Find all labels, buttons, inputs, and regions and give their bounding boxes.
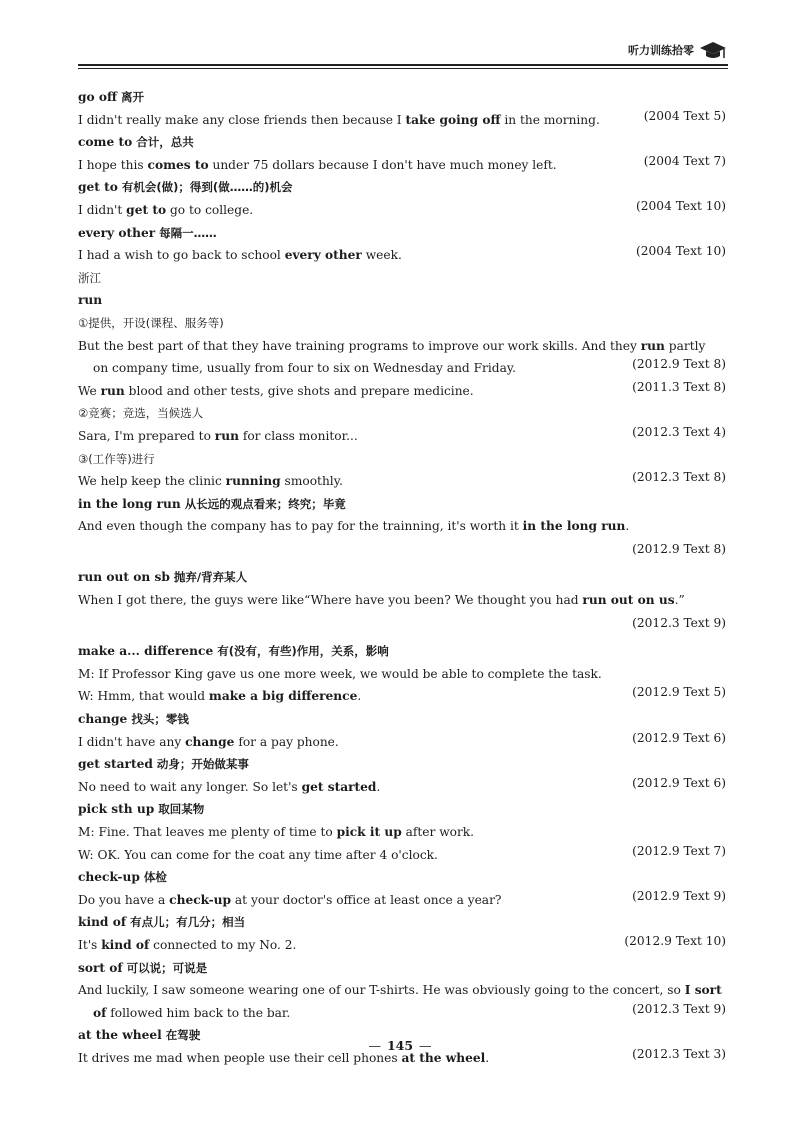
example-sentence: I didn't really make any close friends then because I take going off in the morning. (2004 Text 5) — [78, 109, 728, 132]
source-citation: (2012.3 Text 4) — [632, 424, 726, 439]
term-heading: make a... difference 有(没有，有些)作用，关系，影响 — [78, 644, 389, 659]
example-sentence: We run blood and other tests, give shots and prepare medicine. (2011.3 Text 8) — [78, 380, 728, 403]
term-heading: come to 合计，总共 — [78, 135, 194, 150]
citation-line — [78, 538, 728, 561]
source-citation: (2004 Text 7) — [643, 153, 726, 168]
source-citation: (2012.3 Text 9) — [632, 615, 726, 630]
footer-dash: — — [368, 1038, 381, 1053]
source-citation: (2012.3 Text 8) — [632, 470, 726, 485]
sense-heading: ①提供，开设(课程、服务等) — [78, 315, 224, 330]
dialogue-line: W: OK. You can come for the coat any time after 4 o'clock. (2012.9 Text 7) — [78, 844, 728, 867]
page-footer — [0, 1038, 800, 1053]
header-title: 听力训练拾零 — [628, 44, 694, 57]
page-header — [78, 36, 728, 66]
example-sentence: And even though the company has to pay for the trainning, it's worth it in the long run. — [78, 519, 630, 534]
example-sentence: No need to wait any longer. So let's get started. (2012.9 Text 6) — [78, 776, 728, 799]
citation-line — [78, 612, 728, 635]
example-sentence: We help keep the clinic running smoothly. (2012.3 Text 8) — [78, 470, 728, 493]
header-rule-thick — [78, 64, 728, 66]
graduation-cap-icon — [698, 38, 728, 62]
example-sentence: But the best part of that they have training programs to improve our work skills. And they run partly — [78, 338, 706, 353]
term-heading: sort of 可以说；可说是 — [78, 960, 208, 975]
dialogue-line: W: Hmm, that would make a big difference. (2012.9 Text 5) — [78, 685, 728, 708]
example-sentence: Do you have a check-up at your doctor's office at least once a year? (2012.9 Text 9) — [78, 889, 728, 912]
term-heading: change 找头；零钱 — [78, 712, 189, 727]
term-heading: run — [78, 293, 103, 308]
term-heading: check-up 体检 — [78, 870, 167, 885]
example-sentence: I had a wish to go back to school every other week. (2004 Text 10) — [78, 244, 728, 267]
source-citation: (2012.3 Text 9) — [632, 1001, 726, 1016]
source-citation: (2012.9 Text 7) — [632, 843, 726, 858]
term-heading: pick sth up 取回某物 — [78, 802, 205, 817]
example-sentence: I hope this comes to under 75 dollars because I don't have much money left. (2004 Text 7) — [78, 154, 728, 177]
example-sentence: Sara, I'm prepared to run for class monitor... (2012.3 Text 4) — [78, 425, 728, 448]
source-citation: (2012.9 Text 9) — [632, 888, 726, 903]
term-heading: kind of 有点儿；有几分；相当 — [78, 915, 246, 930]
header-rule-thin — [78, 68, 728, 69]
source-citation: (2004 Text 10) — [636, 244, 726, 259]
source-citation: (2004 Text 10) — [636, 198, 726, 213]
term-heading: get to 有机会(做)；得到(做……的)机会 — [78, 180, 293, 195]
term-heading: in the long run 从长远的观点看来；终究；毕竟 — [78, 496, 346, 511]
source-citation: (2012.9 Text 6) — [632, 775, 726, 790]
footer-dash: — — [419, 1038, 432, 1053]
example-sentence: I didn't get to go to college. (2004 Text 10) — [78, 199, 728, 222]
term-heading: at the wheel 在驾驶 — [78, 1028, 201, 1043]
dialogue-line: M: Fine. That leaves me plenty of time to pick it up after work. — [78, 825, 475, 839]
example-sentence: And luckily, I saw someone wearing one of our T-shirts. He was obviously going to the concert, so I sort — [78, 983, 722, 998]
term-heading: run out on sb 抛弃/背弃某人 — [78, 570, 248, 585]
section-heading: 浙江 — [78, 270, 101, 285]
source-citation: (2012.9 Text 10) — [624, 933, 726, 948]
sense-heading: ②竞赛；竞选，当候选人 — [78, 406, 204, 421]
dialogue-line: M: If Professor King gave us one more week, we would be able to complete the task. — [78, 666, 602, 681]
sense-heading: ③(工作等)进行 — [78, 451, 155, 466]
example-sentence: It drives me mad when people use their cell phones at the wheel. (2012.3 Text 3) — [78, 1047, 728, 1070]
term-heading: get started 动身；开始做某事 — [78, 757, 249, 772]
source-citation: (2012.9 Text 6) — [632, 730, 726, 745]
source-citation: (2004 Text 5) — [643, 108, 726, 123]
source-citation: (2012.9 Text 8) — [632, 357, 726, 372]
source-citation: (2011.3 Text 8) — [632, 379, 726, 394]
source-citation: (2012.9 Text 8) — [632, 541, 726, 556]
example-sentence-continued: of followed him back to the bar. (2012.3 Text 9) — [78, 1002, 728, 1025]
example-sentence-continued: on company time, usually from four to six on Wednesday and Friday. (2012.9 Text 8) — [78, 357, 728, 380]
vocabulary-list — [78, 86, 728, 1070]
example-sentence: It's kind of connected to my No. 2. (2012.9 Text 10) — [78, 934, 728, 957]
term-heading: every other 每隔一…… — [78, 225, 217, 240]
page-number: 145 — [386, 1038, 414, 1053]
source-citation: (2012.3 Text 3) — [632, 1046, 726, 1061]
source-citation: (2012.9 Text 5) — [632, 685, 726, 700]
example-sentence: When I got there, the guys were like“Where have you been? We thought you had run out on us.” — [78, 593, 685, 608]
example-sentence: I didn't have any change for a pay phone. (2012.9 Text 6) — [78, 731, 728, 754]
term-heading: go off 离开 — [78, 90, 145, 104]
